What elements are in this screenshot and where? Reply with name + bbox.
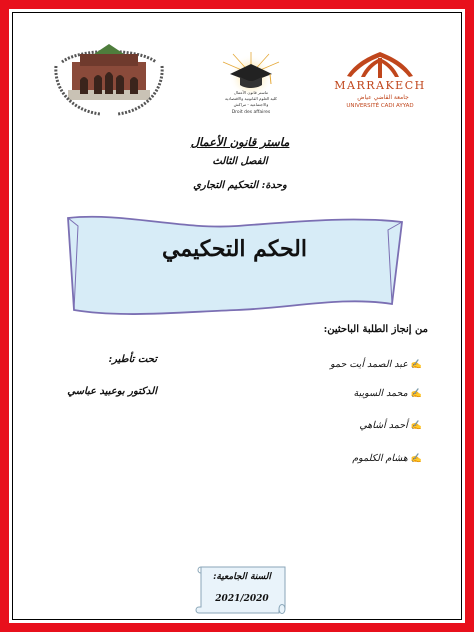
semester: الفصل الثالث xyxy=(212,156,268,167)
title-banner xyxy=(62,212,407,318)
program-name: ماستر قانون الأعمال xyxy=(190,135,290,149)
supervisor-name: الدكتور بوعبيد عباسي xyxy=(67,386,157,397)
university-wordmark: MARRAKECH xyxy=(334,79,426,92)
students-label: من إنجاز الطلبة الباحثين: xyxy=(323,324,428,335)
master-logo xyxy=(208,52,294,116)
university-logo xyxy=(325,50,435,110)
svg-text:والاجتماعية - مراكش: والاجتماعية - مراكش xyxy=(233,102,269,107)
writing-hand-icon: ✍ xyxy=(410,359,422,370)
svg-text:كلية العلوم القانونية والاقتصا: كلية العلوم القانونية والاقتصادية xyxy=(225,96,277,101)
student-name: ✍ عبد الصمد أيت حمو xyxy=(330,359,422,370)
student-name: ✍ أحمد أشاهي xyxy=(359,420,422,431)
academic-year: 2021/2020 xyxy=(215,594,269,604)
module-name: وحدة: التحكيم التجاري xyxy=(193,180,287,191)
writing-hand-icon: ✍ xyxy=(410,420,422,431)
svg-text:ماستر قانون الأعمال: ماستر قانون الأعمال xyxy=(233,90,269,95)
document-title: الحكم التحكيمي xyxy=(162,236,307,262)
supervisor-label: تحت تأطير: xyxy=(108,354,157,365)
academic-year-label: السنة الجامعية: xyxy=(213,572,271,582)
university-arabic-name: جامعة القاضي عياض xyxy=(357,94,409,101)
writing-hand-icon: ✍ xyxy=(410,388,422,399)
student-name: ✍ محمد السويبة xyxy=(353,388,422,399)
student-name: ✍ هشام الكلموم xyxy=(352,453,422,464)
faculty-logo xyxy=(50,40,168,118)
writing-hand-icon: ✍ xyxy=(410,453,422,464)
master-latin-name: Droit des affaires xyxy=(231,110,271,115)
university-latin-name: UNIVERSITÉ CADI AYYAD xyxy=(346,103,414,109)
